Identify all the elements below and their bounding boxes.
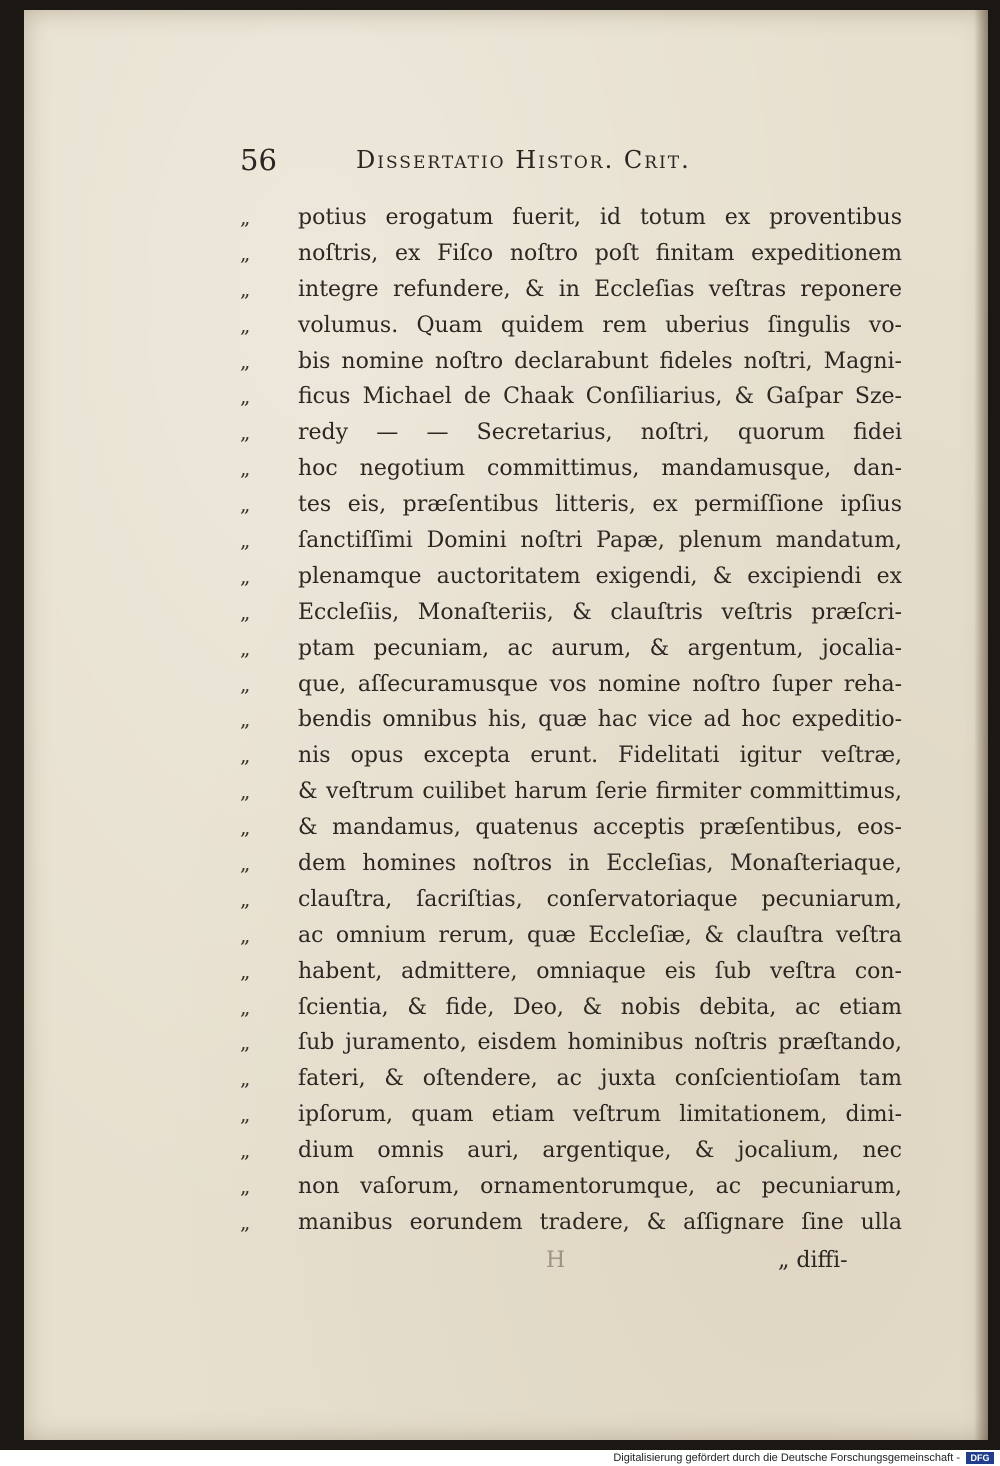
quote-mark: „ <box>240 528 251 553</box>
line-text: & mandamus, quatenus acceptis præſentibus, eos- <box>298 815 902 841</box>
text-line <box>240 595 900 631</box>
page-footer <box>240 1238 900 1288</box>
line-text: Eccleſiis, Monaſteriis, & clauſtris veſtris præſcri- <box>298 599 902 625</box>
line-text: ſanctiſſimi Domini noſtri Papæ, plenum mandatum, <box>298 528 902 554</box>
body-text <box>240 200 900 1241</box>
credit-bar <box>0 1450 1000 1466</box>
quote-mark: „ <box>240 1174 251 1199</box>
quote-mark: „ <box>240 420 251 445</box>
text-line <box>240 738 900 774</box>
quote-mark: „ <box>240 384 251 409</box>
quote-mark: „ <box>240 922 251 947</box>
line-text: dem homines noſtros in Eccleſias, Monaſteriaque, <box>298 851 902 877</box>
signature-mark: H <box>546 1248 566 1273</box>
line-text: & veſtrum cuilibet harum ſerie firmiter committimus, <box>298 779 902 805</box>
credit-text: Digitalisierung gefördert durch die Deutsche Forschungsgemeinschaft - <box>613 1452 960 1464</box>
line-text: fateri, & oſtendere, ac juxta conſcientioſam tam <box>298 1066 902 1092</box>
quote-mark: „ <box>240 205 251 229</box>
line-text: dium omnis auri, argentique, & jocalium, nec <box>298 1138 902 1164</box>
text-line <box>240 200 900 236</box>
line-text: integre refundere, & in Eccleſias veſtras reponere <box>298 276 902 302</box>
line-text: bis nomine noſtro declarabunt fideles noſtri, Magni- <box>298 348 902 374</box>
line-text: ptam pecuniam, ac aurum, & argentum, jocalia- <box>298 635 902 661</box>
quote-mark: „ <box>240 851 251 876</box>
quote-mark: „ <box>240 312 251 337</box>
quote-mark: „ <box>240 1066 251 1091</box>
quote-mark: „ <box>240 707 251 732</box>
text-line <box>240 667 900 703</box>
line-text: ſub juramento, eisdem hominibus noſtris præſtando, <box>298 1030 902 1056</box>
catchword: „ diffi- <box>778 1248 848 1273</box>
text-line <box>240 918 900 954</box>
line-text: nis opus excepta erunt. Fidelitati igitur veſtræ, <box>298 743 902 769</box>
text-line <box>240 882 900 918</box>
line-text: tes eis, præſentibus litteris, ex permiſſione ipſius <box>298 492 902 518</box>
quote-mark: „ <box>240 348 251 373</box>
quote-mark: „ <box>240 240 251 265</box>
line-text: hoc negotium committimus, mandamusque, dan- <box>298 456 902 482</box>
line-text: noſtris, ex Fiſco noſtro poſt finitam expeditionem <box>298 240 902 266</box>
quote-mark: „ <box>240 456 251 481</box>
quote-mark: „ <box>240 492 251 517</box>
text-line <box>240 1097 900 1133</box>
quote-mark: „ <box>240 599 251 624</box>
line-text: ipſorum, quam etiam veſtrum limitationem, dimi- <box>298 1102 902 1128</box>
quote-mark: „ <box>240 671 251 696</box>
quote-mark: „ <box>240 635 251 660</box>
line-text: ficus Michael de Chaak Conſiliarius, & Gaſpar Sze- <box>298 384 902 410</box>
quote-mark: „ <box>240 994 251 1019</box>
line-text: potius erogatum fuerit, id totum ex proventibus <box>298 205 902 230</box>
text-line <box>240 379 900 415</box>
line-text: clauſtra, ſacriſtias, conſervatoriaque pecuniarum, <box>298 886 902 912</box>
text-line <box>240 1169 900 1205</box>
text-line <box>240 954 900 990</box>
text-line <box>240 236 900 272</box>
page-edge-shadow <box>974 10 988 1440</box>
text-line <box>240 1061 900 1097</box>
line-text: non vaſorum, ornamentorumque, ac pecuniarum, <box>298 1174 902 1200</box>
text-line <box>240 487 900 523</box>
line-text: plenamque auctoritatem exigendi, & excipiendi ex <box>298 563 902 589</box>
text-line <box>240 1133 900 1169</box>
quote-mark: „ <box>240 1138 251 1163</box>
text-line <box>240 990 900 1026</box>
quote-mark: „ <box>240 1102 251 1127</box>
page-number: 56 <box>240 143 277 177</box>
line-text: que, aſſecuramusque vos nomine noſtro ſuper reha- <box>298 671 902 697</box>
line-text: ac omnium rerum, quæ Eccleſiæ, & clauſtra veſtra <box>298 922 902 948</box>
quote-mark: „ <box>240 886 251 911</box>
text-line <box>240 702 900 738</box>
quote-mark: „ <box>240 276 251 301</box>
text-line <box>240 774 900 810</box>
quote-mark: „ <box>240 1209 251 1234</box>
line-text: manibus eorundem tradere, & aſſignare ſine ulla <box>298 1209 902 1235</box>
line-text: ſcientia, & fide, Deo, & nobis debita, ac etiam <box>298 994 902 1020</box>
text-line <box>240 308 900 344</box>
running-head <box>240 140 780 180</box>
text-line <box>240 846 900 882</box>
text-line <box>240 523 900 559</box>
dfg-logo: DFG <box>966 1452 994 1464</box>
text-line <box>240 451 900 487</box>
running-head-title: Dissertatio Histor. Crit. <box>356 146 691 174</box>
text-line <box>240 1025 900 1061</box>
quote-mark: „ <box>240 1030 251 1055</box>
line-text: volumus. Quam quidem rem uberius ſingulis vo- <box>298 312 902 338</box>
line-text: bendis omnibus his, quæ hac vice ad hoc expeditio- <box>298 707 902 733</box>
text-line <box>240 415 900 451</box>
quote-mark: „ <box>240 779 251 804</box>
text-line <box>240 810 900 846</box>
line-text: habent, admittere, omniaque eis ſub veſtra con- <box>298 958 902 984</box>
line-text: redy — — Secretarius, noſtri, quorum fidei <box>298 420 902 446</box>
book-page <box>24 10 988 1440</box>
quote-mark: „ <box>240 958 251 983</box>
quote-mark: „ <box>240 743 251 768</box>
text-line <box>240 344 900 380</box>
quote-mark: „ <box>240 815 251 840</box>
quote-mark: „ <box>240 563 251 588</box>
text-line <box>240 631 900 667</box>
text-line <box>240 272 900 308</box>
text-line <box>240 559 900 595</box>
text-line <box>240 1205 900 1241</box>
